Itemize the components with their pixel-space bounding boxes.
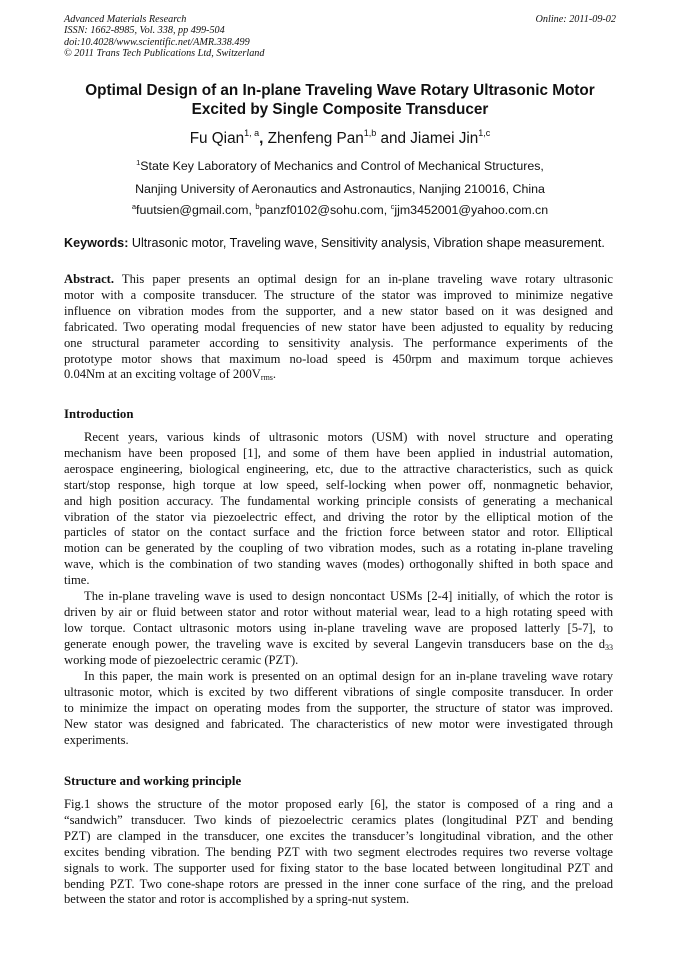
- paragraph-line: working mode of piezoelectric ceramic (PZT).: [64, 652, 299, 667]
- title-line-2: Excited by Single Composite Transducer: [191, 101, 489, 118]
- abstract-label: Abstract.: [64, 272, 115, 286]
- author-list: [40, 129, 640, 149]
- email-superscript: b: [255, 202, 260, 211]
- author-name: Jiamei Jin: [410, 130, 479, 147]
- affiliation-superscript: 1: [136, 158, 141, 167]
- copyright-line: © 2011 Trans Tech Publications Ltd, Switzerland: [64, 48, 265, 60]
- author-separator: ,: [259, 130, 264, 147]
- email-superscript: a: [131, 202, 137, 211]
- keywords-text: Ultrasonic motor, Traveling wave, Sensitivity analysis, Vibration shape measurement.: [131, 236, 605, 250]
- email-line: [40, 201, 640, 219]
- abstract: [64, 272, 613, 383]
- paragraph-line: between the stator and rotor is accomplished by a spring-nut system.: [64, 892, 410, 907]
- abstract-line: 0.04Nm at an exciting voltage of $200V_{rms}$.: [64, 367, 277, 383]
- journal-name: Advanced Materials Research: [64, 14, 187, 25]
- intro-paragraph-3: [64, 669, 613, 749]
- affiliation-line-1: [40, 157, 640, 175]
- paragraph-line: Recent years, various kinds of ultrasonic motors (USM) with novel structure and operating: [84, 430, 613, 444]
- paragraph-line: vibration of the stator via piezoelectric effect, and driving the rotor by the elliptical motion of the: [64, 509, 613, 524]
- title-line-1: Optimal Design of an In-plane Traveling Wave Rotary Ultrasonic Motor: [85, 82, 595, 99]
- paragraph-line: PZT) are clamped in the transducer, one excites the transducer’s longitudinal vibration, and the other: [64, 828, 613, 843]
- abstract-line: influence on vibration modes from the supporter, and a new stator based on it was designed and: [64, 303, 613, 318]
- paragraph-line: experiments.: [64, 732, 129, 747]
- intro-paragraph-1: [64, 430, 613, 589]
- abstract-line: motor with a composite transducer. The structure of the stator was improved to minimize negative: [64, 287, 613, 302]
- paragraph-line: “sandwich” transducer. Two kinds of piezoelectric ceramics plates (longitudinal PZT and bending: [64, 812, 613, 827]
- online-date: Online: 2011-09-02: [535, 14, 616, 25]
- author-superscript: 1,c: [478, 128, 491, 138]
- paragraph-line: low torque. Contact ultrasonic motors using in-plane traveling wave are proposed latterly [5-7], to: [64, 620, 613, 635]
- paragraph-line: mechanism have been proposed [1], and some of them have been applied in industrial automation,: [64, 445, 613, 460]
- paragraph-line: generate enough power, the traveling wave is excited by several Langevin transducers base on the $d_{33}$: [64, 636, 613, 652]
- paragraph-line: The in-plane traveling wave is used to design noncontact USMs [2-4] initially, of which the rotor is: [84, 589, 613, 603]
- paragraph-line: excites bending vibration. The bending PZT with two segment electrodes requires two reverse voltage: [64, 844, 613, 859]
- paragraph-line: signals to work. The supporter used for fixing stator to the base located between longitudinal PZT and: [64, 860, 613, 875]
- paragraph-line: time.: [64, 573, 90, 588]
- paragraph-line: bending PZT. Two cone-shape rotors are pressed in the inner cone surface of the ring, and the preload: [64, 876, 613, 891]
- keywords-label: Keywords:: [64, 236, 129, 250]
- email-address[interactable]: fuutsien@gmail.com,: [136, 203, 252, 217]
- doi-line: doi:10.4028/www.scientific.net/AMR.338.499: [64, 36, 250, 48]
- paragraph-line: start/stop response, high torque at low speed, self-locking when power off, nonmagnetic behavior,: [64, 477, 613, 492]
- affiliation-text: State Key Laboratory of Mechanics and Control of Mechanical Structures,: [140, 159, 544, 173]
- paragraph-line: driven by air or fluid between stator and rotor without material wear, lead to a high rotating speed with: [64, 604, 613, 619]
- issn-line: ISSN: 1662-8985, Vol. 338, pp 499-504: [64, 25, 225, 37]
- paragraph-line: and high position accuracy. The fundamental working principle consists of generating a mechanical: [64, 493, 613, 508]
- keywords: [64, 235, 624, 251]
- paragraph-line: New stator was designed and fabricated. The characteristics of new motor were investigated through: [64, 716, 613, 731]
- structure-paragraph-1: [64, 797, 613, 908]
- abstract-line: fabricated. Two operating modal frequencies of new stator have been adjusted to equality by reducing: [64, 319, 613, 334]
- paragraph-line: wave, which is the combination of two standing waves (modes) orthogonally shifted in both space and: [64, 557, 613, 572]
- paragraph-line: Fig.1 shows the structure of the motor proposed early [6], the stator is composed of a ring and a: [64, 797, 613, 811]
- paragraph-line: aerospace engineering, biological engineering, etc, due to the attractive characteristics, such as quick: [64, 461, 613, 476]
- author-name: Fu Qian: [189, 130, 245, 147]
- paragraph-line: to minimize the impact on operating modes from the supporter, the structure of stator was improved.: [64, 700, 613, 715]
- author-superscript: 1,b: [363, 128, 377, 138]
- author-name: Zhenfeng Pan: [267, 130, 364, 147]
- section-heading-introduction: Introduction: [64, 407, 134, 421]
- abstract-line: one structural parameter according to sensitivity analysis. The performance experiments of the: [64, 335, 613, 350]
- author-superscript: 1, a: [244, 128, 260, 138]
- email-address[interactable]: jjm3452001@yahoo.com.cn: [394, 203, 549, 217]
- paragraph-line: motion can be generated by the coupling of two vibration modes, such as a rotating in-plane traveling: [64, 541, 613, 556]
- paragraph-line: ultrasonic motor, which is excited by two different vibrations of single composite transducer. In order: [64, 684, 613, 699]
- abstract-line: Abstract. This paper presents an optimal design for an in-plane traveling wave rotary ultrasonic: [64, 272, 614, 286]
- paragraph-line: In this paper, the main work is presented on an optimal design for an in-plane traveling wave rotary: [84, 669, 613, 683]
- email-superscript: c: [390, 202, 395, 211]
- paragraph-line: particles of stator on the contact surface and the friction force between stator and rotor. Elliptical: [64, 525, 613, 540]
- author-conjunction: and: [380, 130, 407, 147]
- running-header: [64, 14, 616, 60]
- section-heading-structure: Structure and working principle: [64, 774, 242, 788]
- paper-title: [40, 81, 640, 119]
- intro-paragraph-2: [64, 589, 613, 669]
- abstract-line: prototype motor shows that maximum no-load speed is 450rpm and maximum torque achieves: [64, 351, 613, 366]
- email-address[interactable]: panzf0102@sohu.com,: [259, 203, 388, 217]
- affiliation-line-2: Nanjing University of Aeronautics and Astronautics, Nanjing 210016, China: [135, 182, 545, 196]
